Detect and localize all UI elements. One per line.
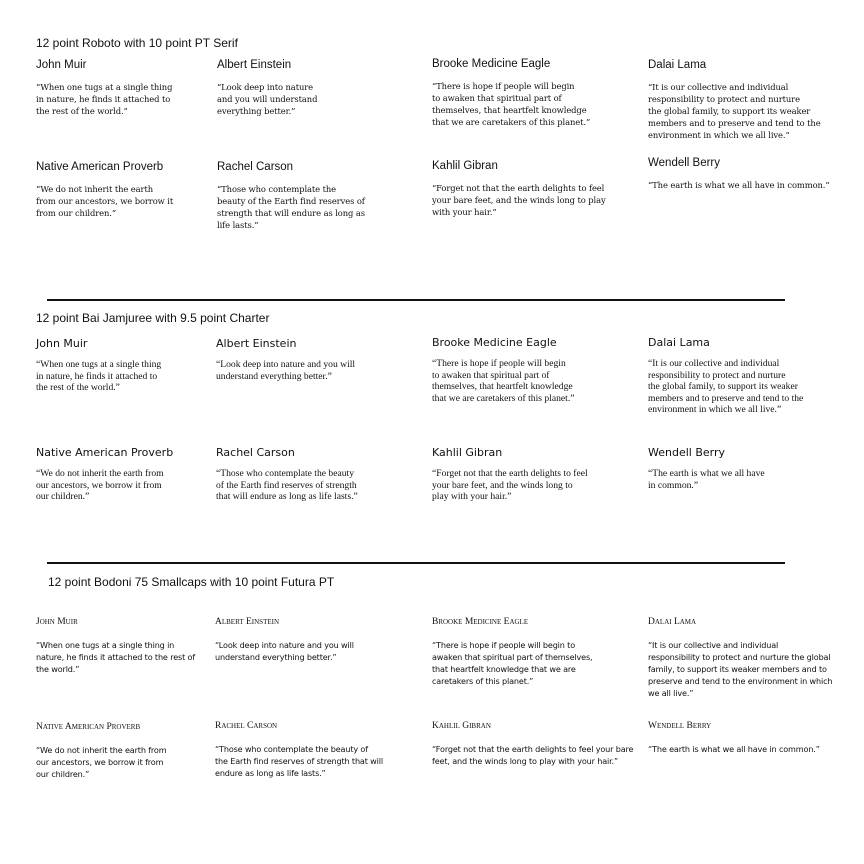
quote-author: John Muir xyxy=(36,337,88,350)
quote-text: “The earth is what we all have in common.” xyxy=(648,180,830,190)
quote-author: Albert Einstein xyxy=(217,59,292,71)
quote-text: “When one tugs at a single thing in nature, he finds it attached to the rest of the world.” xyxy=(36,82,173,116)
quote-text: “Those who contemplate the beauty of the Earth find reserves of strength that will endure as long as life lasts.” xyxy=(216,468,358,503)
quote-text: “There is hope if people will begin to awaken that spiritual part of themselves, that heartfelt knowledge that we are caretakers of this planet.” xyxy=(432,640,593,686)
quote-card xyxy=(432,336,622,404)
quote-author: John Muir xyxy=(36,617,78,627)
quote-author: Wendell Berry xyxy=(648,446,726,459)
quote-card xyxy=(36,446,226,503)
quote-text: “Look deep into nature and you will understand everything better.” xyxy=(215,640,354,662)
quote-text: “The earth is what we all have in common.” xyxy=(648,744,820,754)
quote-author: John Muir xyxy=(36,59,87,71)
quote-card xyxy=(432,160,622,218)
quote-author: Native American Proverb xyxy=(36,722,141,732)
quote-author: Albert Einstein xyxy=(216,337,297,350)
section-title: 12 point Bodoni 75 Smallcaps with 10 point Futura PT xyxy=(48,575,335,589)
quote-author: Albert Einstein xyxy=(215,617,280,627)
quote-text: “There is hope if people will begin to awaken that spiritual part of themselves, that heartfelt knowledge that we are caretakers of this planet.” xyxy=(432,358,575,404)
quote-text: “It is our collective and individual responsibility to protect and nurture the global family, to support its weaker members and to preserve and tend to the environment in which we all live.” xyxy=(648,640,833,698)
quote-card xyxy=(36,722,226,780)
quote-text: “There is hope if people will begin to awaken that spiritual part of themselves, that heartfelt knowledge that we are caretakers of this planet.” xyxy=(432,81,591,127)
section-title: 12 point Roboto with 10 point PT Serif xyxy=(36,36,238,50)
quote-text: “We do not inherit the earth from our ancestors, we borrow it from our children.” xyxy=(36,745,167,779)
quote-card xyxy=(648,617,853,699)
quote-author: Rachel Carson xyxy=(215,721,278,731)
section-divider xyxy=(47,562,785,564)
quote-card xyxy=(217,59,407,117)
quote-card xyxy=(36,161,226,219)
quote-author: Kahlil Gibran xyxy=(432,160,498,172)
quote-text: “It is our collective and individual responsibility to protect and nurture the global family, to support its weaker members and to preserve and tend to the environment in which we all live.” xyxy=(648,82,821,140)
quote-text: “When one tugs at a single thing in nature, he finds it attached to the rest of the world.” xyxy=(36,640,196,674)
quote-text: “When one tugs at a single thing in nature, he finds it attached to the rest of the world.” xyxy=(36,359,162,394)
quote-card xyxy=(648,721,853,755)
quote-author: Kahlil Gibran xyxy=(432,446,503,459)
quote-author: Brooke Medicine Eagle xyxy=(432,58,551,70)
quote-author: Native American Proverb xyxy=(36,446,174,459)
quote-text: “We do not inherit the earth from our ancestors, we borrow it from our children.” xyxy=(36,468,164,503)
quote-text: “Forget not that the earth delights to feel your bare feet, and the winds long to play with your hair.” xyxy=(432,744,634,766)
quote-card xyxy=(215,721,405,779)
quote-card xyxy=(215,617,405,663)
quote-text: “We do not inherit the earth from our ancestors, we borrow it from our children.” xyxy=(36,184,174,218)
quote-card xyxy=(216,337,406,382)
quote-text: “It is our collective and individual responsibility to protect and nurture the global family, to support its weaker members and to preserve and tend to the environment in which we all live.” xyxy=(648,358,804,416)
quote-text: “The earth is what we all have in common.” xyxy=(648,468,765,491)
quote-card xyxy=(36,59,226,117)
quote-author: Rachel Carson xyxy=(216,446,295,459)
quote-text: “Look deep into nature and you will understand everything better.” xyxy=(216,359,356,382)
quote-author: Kahlil Gibran xyxy=(432,721,491,731)
quote-card xyxy=(216,446,406,503)
quote-card xyxy=(432,721,642,767)
quote-card xyxy=(648,59,848,141)
quote-card xyxy=(36,617,226,675)
quote-author: Dalai Lama xyxy=(648,59,707,71)
quote-author: Brooke Medicine Eagle xyxy=(432,617,529,627)
quote-text: “Those who contemplate the beauty of the Earth find reserves of strength that will endure as long as life lasts.” xyxy=(217,184,365,230)
quote-author: Wendell Berry xyxy=(648,157,721,169)
quote-card xyxy=(432,446,622,503)
quote-author: Native American Proverb xyxy=(36,161,164,173)
quote-text: “Those who contemplate the beauty of the Earth find reserves of strength that will endure as long as life lasts.” xyxy=(215,744,383,778)
quote-card xyxy=(648,446,848,491)
quote-card xyxy=(648,336,848,416)
quote-author: Dalai Lama xyxy=(648,336,710,349)
section-title: 12 point Bai Jamjuree with 9.5 point Charter xyxy=(36,311,270,325)
quote-text: “Forget not that the earth delights to feel your bare feet, and the winds long to play with your hair.” xyxy=(432,468,588,503)
quote-text: “Look deep into nature and you will understand everything better.” xyxy=(217,82,318,116)
quote-author: Brooke Medicine Eagle xyxy=(432,336,557,349)
quote-author: Rachel Carson xyxy=(217,161,294,173)
quote-author: Dalai Lama xyxy=(648,617,697,627)
quote-card xyxy=(217,161,407,231)
quote-card xyxy=(36,337,226,394)
quote-card xyxy=(432,58,622,128)
quote-card xyxy=(648,157,848,191)
section-divider xyxy=(47,299,785,301)
quote-card xyxy=(432,617,622,687)
quote-text: “Forget not that the earth delights to feel your bare feet, and the winds long to play with your hair.” xyxy=(432,183,606,217)
quote-author: Wendell Berry xyxy=(648,721,712,731)
